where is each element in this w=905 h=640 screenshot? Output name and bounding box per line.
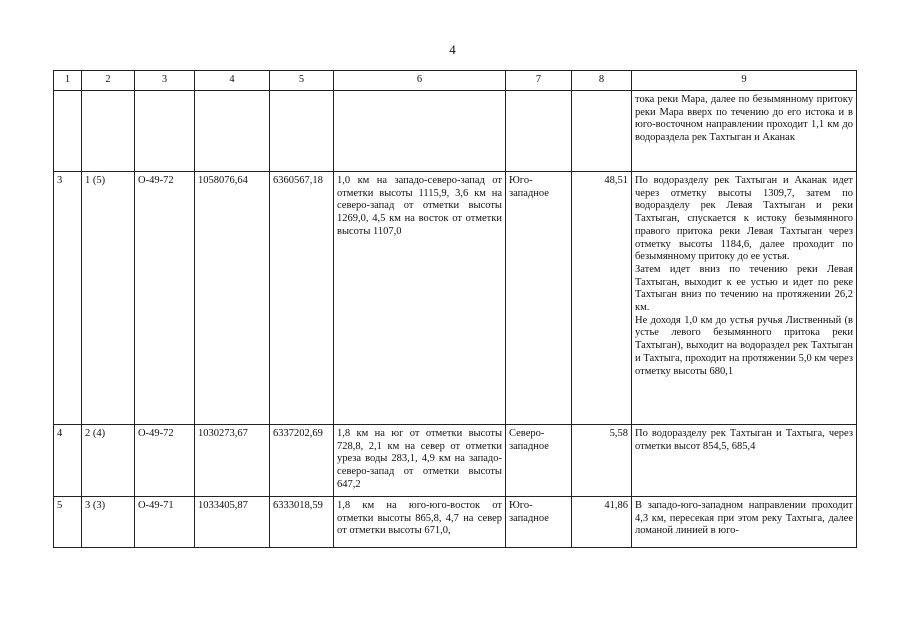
coordinate-x: 1030273,67 (195, 425, 270, 497)
header-cell-1: 1 (54, 71, 82, 91)
row-number: 4 (54, 425, 82, 497)
continuation-description: тока реки Мара, далее по безымянному притоку реки Мара вверх по течению до его истока и в юго-восточном направлении проходит 1,1 км до водораздела рек Тахтыган и Аканак (632, 91, 857, 172)
page-number: 4 (449, 42, 456, 57)
length-km: 41,86 (572, 497, 632, 548)
coordinate-x: 1058076,64 (195, 172, 270, 425)
boundary-table (53, 70, 857, 548)
route-paragraph: Не доходя 1,0 км до устья ручья Лиственный (в устье левого безымянного притока реки Тахтыган), выходит на водораздел рек Тахтыган и Тахтыга, проходит на протяжении 5,0 км через отметку высоты 680,1 (635, 314, 853, 377)
header-cell-2: 2 (82, 71, 135, 91)
coordinate-x: 1033405,87 (195, 497, 270, 548)
point-number: 3 (3) (82, 497, 135, 548)
length-km: 5,58 (572, 425, 632, 497)
route-paragraph: Затем идет вниз по течению реки Левая Тахтыган, выходит к ее устью и идет по реке Тахтыган вниз по течению на протяжении 26,2 км. (635, 263, 853, 314)
coordinate-y: 6337202,69 (270, 425, 334, 497)
coordinate-y: 6333018,59 (270, 497, 334, 548)
header-cell-4: 4 (195, 71, 270, 91)
table-row (54, 425, 857, 497)
table-row (54, 497, 857, 548)
route-paragraph: По водоразделу рек Тахтыган и Тахтыга, через отметки высот 854,5, 685,4 (635, 428, 853, 452)
point-number: 1 (5) (82, 172, 135, 425)
header-cell-6: 6 (334, 71, 506, 91)
row-number: 5 (54, 497, 82, 548)
route-description (632, 497, 857, 548)
direction: Юго-западное (506, 172, 572, 425)
map-sheet: О-49-72 (135, 172, 195, 425)
table-row-continuation (54, 91, 857, 172)
route-paragraph: По водоразделу рек Тахтыган и Аканак идет через отметку высоты 1309,7, затем по водоразделу рек Левая Тахтыган и реки Тахтыган, спускается к истоку безымянного правого притока реки Левая Тахтыган через отметку высоты 1184,6, далее проходит по безымянному притоку до ее устья. (635, 175, 853, 263)
route-description (632, 172, 857, 425)
route-description (632, 425, 857, 497)
header-cell-9: 9 (632, 71, 857, 91)
table-row (54, 172, 857, 425)
map-sheet: О-49-71 (135, 497, 195, 548)
header-cell-3: 3 (135, 71, 195, 91)
direction: Северо-западное (506, 425, 572, 497)
point-location: 1,0 км на западо-северо-запад от отметки высоты 1115,9, 3,6 км на северо-запад от отметки высоты 1269,0, 4,5 км на восток от отметки высоты 1107,0 (334, 172, 506, 425)
direction: Юго-западное (506, 497, 572, 548)
coordinate-y: 6360567,18 (270, 172, 334, 425)
header-cell-7: 7 (506, 71, 572, 91)
length-km: 48,51 (572, 172, 632, 425)
table-header-row (54, 71, 857, 91)
header-cell-5: 5 (270, 71, 334, 91)
header-cell-8: 8 (572, 71, 632, 91)
route-paragraph: В западо-юго-западном направлении проходит 4,3 км, пересекая при этом реку Тахтыга, далее ломаной линией в юго- (635, 500, 853, 537)
map-sheet: О-49-72 (135, 425, 195, 497)
row-number: 3 (54, 172, 82, 425)
point-location: 1,8 км на юго-юго-восток от отметки высоты 865,8, 4,7 на север от отметки высоты 671,0, (334, 497, 506, 548)
point-location: 1,8 км на юг от отметки высоты 728,8, 2,1 км на север от отметки уреза воды 283,1, 4,9 км на западо-северо-запад от отметки высоты 647,2 (334, 425, 506, 497)
point-number: 2 (4) (82, 425, 135, 497)
